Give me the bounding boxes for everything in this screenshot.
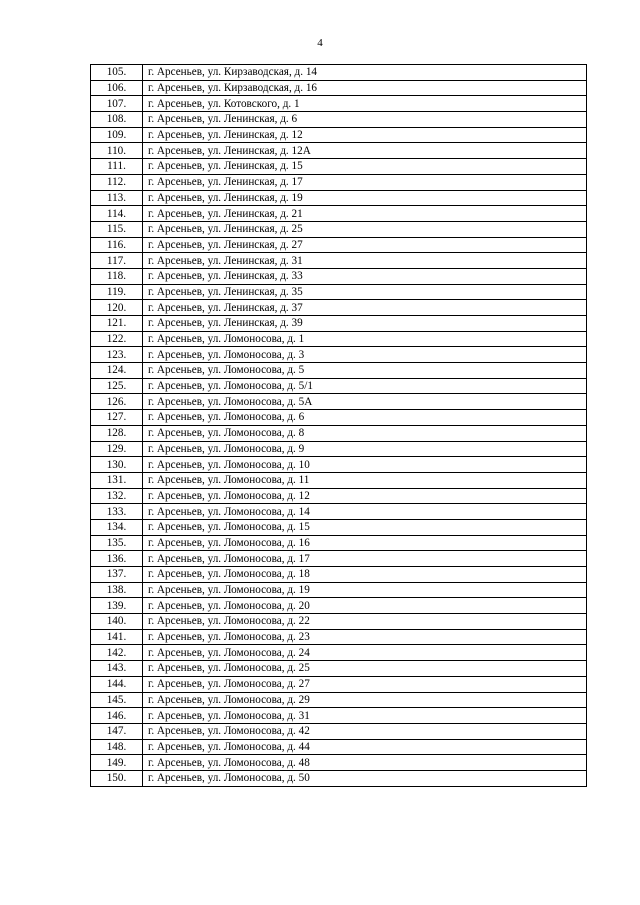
table-row [91, 582, 587, 598]
row-number: 127. [91, 410, 143, 426]
row-number: 140. [91, 614, 143, 630]
row-address: г. Арсеньев, ул. Ломоносова, д. 20 [143, 598, 587, 614]
table-row [91, 206, 587, 222]
row-number: 145. [91, 692, 143, 708]
table-row [91, 770, 587, 786]
row-address: г. Арсеньев, ул. Ломоносова, д. 3 [143, 347, 587, 363]
table-row [91, 457, 587, 473]
row-address: г. Арсеньев, ул. Ломоносова, д. 14 [143, 504, 587, 520]
table-row [91, 394, 587, 410]
row-number: 111. [91, 159, 143, 175]
row-number: 142. [91, 645, 143, 661]
row-number: 122. [91, 331, 143, 347]
table-row [91, 739, 587, 755]
table-row [91, 174, 587, 190]
row-address: г. Арсеньев, ул. Ленинская, д. 19 [143, 190, 587, 206]
table-row [91, 65, 587, 81]
row-address: г. Арсеньев, ул. Ломоносова, д. 5 [143, 363, 587, 379]
table-row [91, 661, 587, 677]
table-row [91, 645, 587, 661]
row-address: г. Арсеньев, ул. Ломоносова, д. 44 [143, 739, 587, 755]
row-address: г. Арсеньев, ул. Ленинская, д. 33 [143, 268, 587, 284]
row-address: г. Арсеньев, ул. Ленинская, д. 6 [143, 112, 587, 128]
row-address: г. Арсеньев, ул. Ленинская, д. 31 [143, 253, 587, 269]
row-number: 119. [91, 284, 143, 300]
row-address: г. Арсеньев, ул. Ломоносова, д. 8 [143, 425, 587, 441]
row-address: г. Арсеньев, ул. Ломоносова, д. 9 [143, 441, 587, 457]
row-number: 130. [91, 457, 143, 473]
row-number: 131. [91, 472, 143, 488]
row-number: 107. [91, 96, 143, 112]
page-number: 4 [317, 37, 323, 49]
row-address: г. Арсеньев, ул. Ломоносова, д. 10 [143, 457, 587, 473]
table-row [91, 96, 587, 112]
row-number: 135. [91, 535, 143, 551]
table-row [91, 723, 587, 739]
table-row [91, 159, 587, 175]
table-row [91, 676, 587, 692]
row-address: г. Арсеньев, ул. Ленинская, д. 25 [143, 221, 587, 237]
row-address: г. Арсеньев, ул. Ленинская, д. 35 [143, 284, 587, 300]
row-address: г. Арсеньев, ул. Ломоносова, д. 29 [143, 692, 587, 708]
row-number: 118. [91, 268, 143, 284]
row-address: г. Арсеньев, ул. Ломоносова, д. 25 [143, 661, 587, 677]
row-address: г. Арсеньев, ул. Кирзаводская, д. 16 [143, 80, 587, 96]
table-row [91, 127, 587, 143]
row-address: г. Арсеньев, ул. Ленинская, д. 17 [143, 174, 587, 190]
table-row [91, 316, 587, 332]
row-number: 149. [91, 755, 143, 771]
table-row [91, 237, 587, 253]
row-number: 129. [91, 441, 143, 457]
row-address: г. Арсеньев, ул. Ломоносова, д. 6 [143, 410, 587, 426]
table-row [91, 567, 587, 583]
row-number: 136. [91, 551, 143, 567]
row-number: 106. [91, 80, 143, 96]
table-row [91, 535, 587, 551]
table-row [91, 221, 587, 237]
row-address: г. Арсеньев, ул. Ленинская, д. 15 [143, 159, 587, 175]
table-row [91, 551, 587, 567]
row-address: г. Арсеньев, ул. Ломоносова, д. 22 [143, 614, 587, 630]
row-number: 121. [91, 316, 143, 332]
row-address: г. Арсеньев, ул. Ломоносова, д. 12 [143, 488, 587, 504]
table-row [91, 378, 587, 394]
row-address: г. Арсеньев, ул. Ломоносова, д. 19 [143, 582, 587, 598]
row-number: 123. [91, 347, 143, 363]
row-address: г. Арсеньев, ул. Ломоносова, д. 11 [143, 472, 587, 488]
row-address: г. Арсеньев, ул. Ленинская, д. 27 [143, 237, 587, 253]
address-table [90, 64, 587, 787]
table-row [91, 519, 587, 535]
row-number: 143. [91, 661, 143, 677]
row-number: 139. [91, 598, 143, 614]
row-address: г. Арсеньев, ул. Ломоносова, д. 15 [143, 519, 587, 535]
row-number: 117. [91, 253, 143, 269]
row-address: г. Арсеньев, ул. Ломоносова, д. 31 [143, 708, 587, 724]
row-number: 112. [91, 174, 143, 190]
row-number: 150. [91, 770, 143, 786]
row-number: 132. [91, 488, 143, 504]
table-row [91, 190, 587, 206]
table-row [91, 488, 587, 504]
row-number: 133. [91, 504, 143, 520]
table-row [91, 363, 587, 379]
row-address: г. Арсеньев, ул. Ломоносова, д. 27 [143, 676, 587, 692]
row-address: г. Арсеньев, ул. Ломоносова, д. 16 [143, 535, 587, 551]
row-number: 114. [91, 206, 143, 222]
row-address: г. Арсеньев, ул. Кирзаводская, д. 14 [143, 65, 587, 81]
row-address: г. Арсеньев, ул. Ломоносова, д. 48 [143, 755, 587, 771]
row-number: 124. [91, 363, 143, 379]
row-address: г. Арсеньев, ул. Ленинская, д. 21 [143, 206, 587, 222]
row-number: 120. [91, 300, 143, 316]
row-number: 126. [91, 394, 143, 410]
row-number: 113. [91, 190, 143, 206]
row-number: 108. [91, 112, 143, 128]
table-row [91, 80, 587, 96]
table-row [91, 755, 587, 771]
table-row [91, 472, 587, 488]
row-number: 128. [91, 425, 143, 441]
table-row [91, 284, 587, 300]
row-address: г. Арсеньев, ул. Ленинская, д. 37 [143, 300, 587, 316]
row-number: 110. [91, 143, 143, 159]
row-number: 134. [91, 519, 143, 535]
row-address: г. Арсеньев, ул. Ленинская, д. 12 [143, 127, 587, 143]
row-number: 146. [91, 708, 143, 724]
table-row [91, 347, 587, 363]
table-row [91, 614, 587, 630]
row-number: 105. [91, 65, 143, 81]
table-row [91, 112, 587, 128]
row-number: 138. [91, 582, 143, 598]
table-row [91, 629, 587, 645]
table-row [91, 268, 587, 284]
row-number: 141. [91, 629, 143, 645]
table-row [91, 441, 587, 457]
table-row [91, 331, 587, 347]
address-table-body [91, 65, 587, 787]
row-number: 148. [91, 739, 143, 755]
row-address: г. Арсеньев, ул. Котовского, д. 1 [143, 96, 587, 112]
row-number: 125. [91, 378, 143, 394]
row-address: г. Арсеньев, ул. Ломоносова, д. 1 [143, 331, 587, 347]
row-address: г. Арсеньев, ул. Ломоносова, д. 18 [143, 567, 587, 583]
table-row [91, 425, 587, 441]
row-number: 147. [91, 723, 143, 739]
row-number: 115. [91, 221, 143, 237]
row-number: 137. [91, 567, 143, 583]
row-address: г. Арсеньев, ул. Ленинская, д. 12А [143, 143, 587, 159]
row-address: г. Арсеньев, ул. Ленинская, д. 39 [143, 316, 587, 332]
table-row [91, 692, 587, 708]
table-row [91, 143, 587, 159]
row-number: 144. [91, 676, 143, 692]
row-address: г. Арсеньев, ул. Ломоносова, д. 50 [143, 770, 587, 786]
row-address: г. Арсеньев, ул. Ломоносова, д. 23 [143, 629, 587, 645]
table-row [91, 504, 587, 520]
row-address: г. Арсеньев, ул. Ломоносова, д. 24 [143, 645, 587, 661]
row-address: г. Арсеньев, ул. Ломоносова, д. 5/1 [143, 378, 587, 394]
row-number: 109. [91, 127, 143, 143]
table-row [91, 253, 587, 269]
table-row [91, 300, 587, 316]
table-row [91, 410, 587, 426]
table-row [91, 598, 587, 614]
row-address: г. Арсеньев, ул. Ломоносова, д. 5А [143, 394, 587, 410]
table-row [91, 708, 587, 724]
row-address: г. Арсеньев, ул. Ломоносова, д. 42 [143, 723, 587, 739]
row-address: г. Арсеньев, ул. Ломоносова, д. 17 [143, 551, 587, 567]
row-number: 116. [91, 237, 143, 253]
